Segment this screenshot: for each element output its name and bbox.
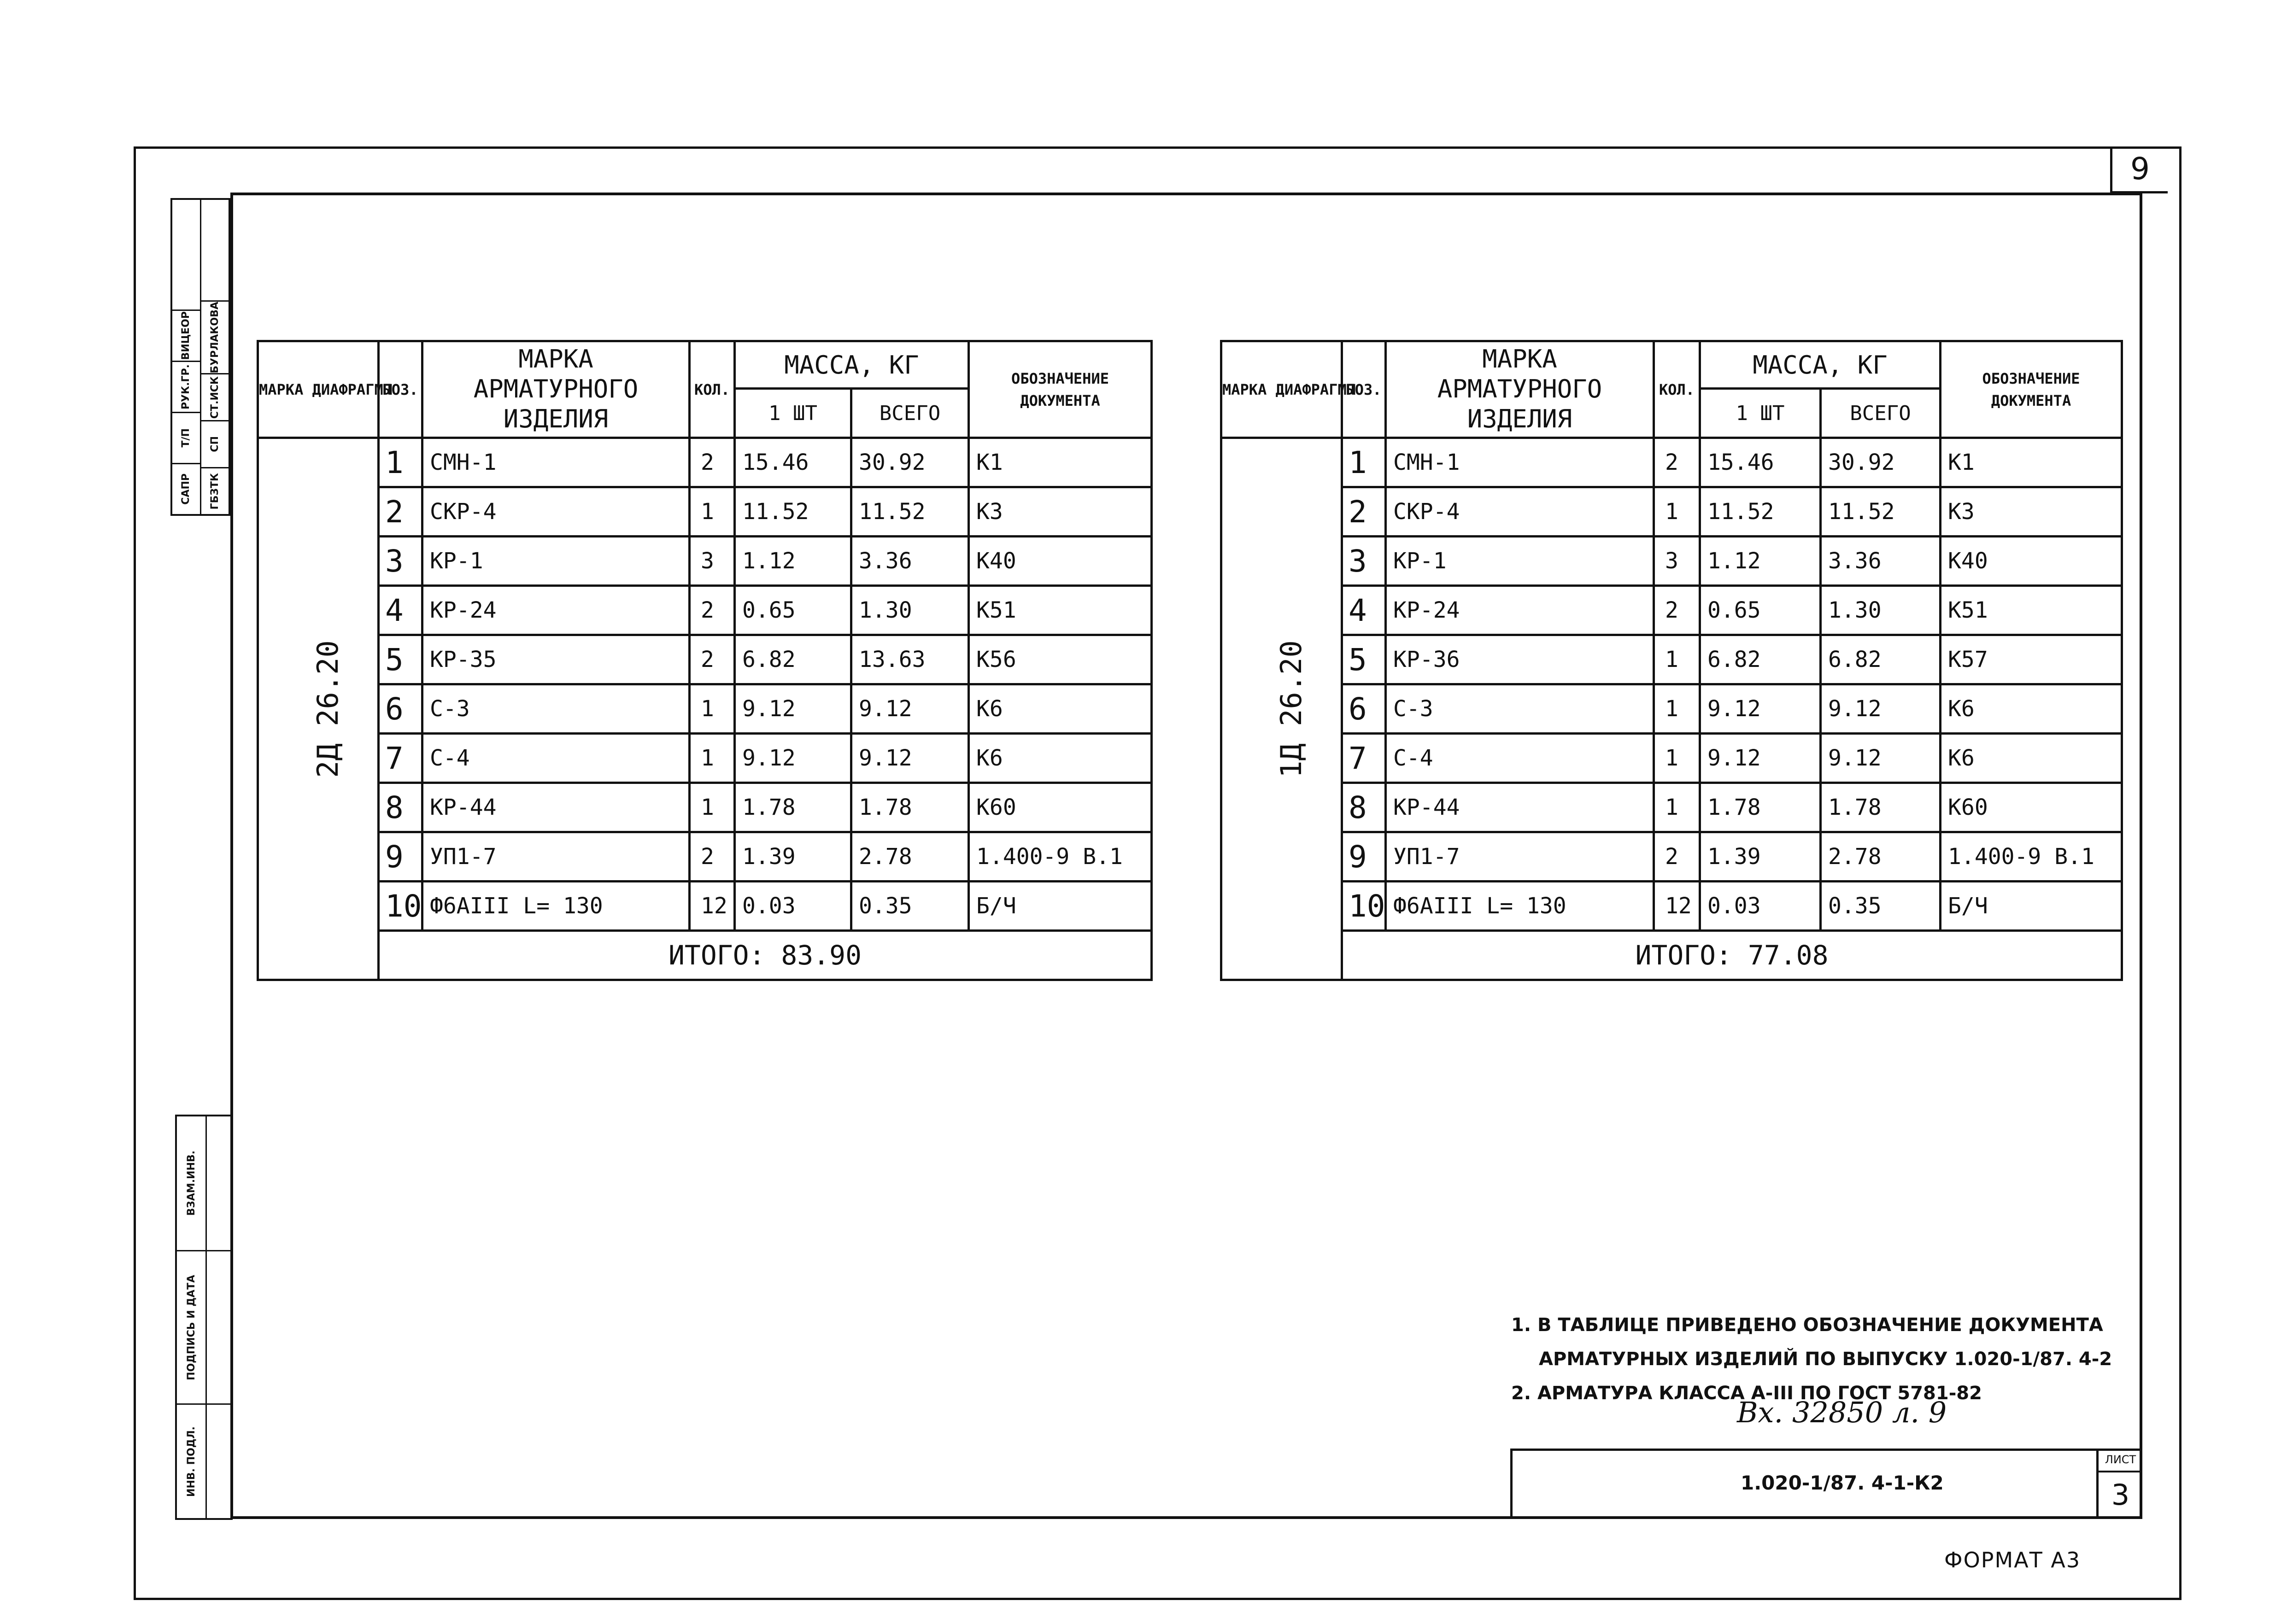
total-cell: ИТОГО: 77.08	[1342, 931, 2122, 980]
mass-total-cell: 9.12	[851, 684, 969, 734]
mass-total-cell: 9.12	[851, 734, 969, 783]
mass-total-cell: 1.78	[1821, 783, 1941, 832]
table-row	[1221, 635, 2122, 684]
table-rows	[1221, 438, 2122, 980]
stamp-label: РУК.ГР.	[180, 364, 192, 409]
marka-diafragmy-cell	[1221, 438, 1342, 980]
sheet-label: ЛИСТ	[2099, 1449, 2142, 1472]
table-row	[258, 537, 1152, 586]
mass-total-cell: 9.12	[1821, 734, 1941, 783]
mass-total-cell: 1.30	[851, 586, 969, 635]
pos-cell: 4	[1342, 586, 1386, 635]
mass-total-cell: 30.92	[1821, 438, 1941, 487]
document-cell: К1	[1941, 438, 2122, 487]
item-cell: КР-24	[1386, 586, 1654, 635]
stamp-label: Т/П	[180, 428, 192, 448]
stamp-value: ГБЗТК	[209, 473, 221, 510]
mass-one-cell: 1.78	[735, 783, 851, 832]
mass-total-cell: 0.35	[1821, 882, 1941, 931]
pos-cell: 2	[379, 487, 422, 537]
table-row	[1221, 684, 2122, 734]
kol-cell: 3	[690, 537, 735, 586]
mass-one-cell: 1.39	[1700, 832, 1821, 882]
note-line: 2. АРМАТУРА КЛАССА А-III ПО ГОСТ 5781-82	[1511, 1383, 1982, 1404]
document-cell: К51	[1941, 586, 2122, 635]
kol-cell: 1	[690, 734, 735, 783]
document-cell: К57	[1941, 635, 2122, 684]
header-one-sht: 1 ШТ	[1700, 389, 1821, 438]
note-line: АРМАТУРНЫХ ИЗДЕЛИЙ ПО ВЫПУСКУ 1.020-1/87. 4-2	[1539, 1349, 2112, 1370]
marka-diafragmy: 1Д 26.20	[1274, 640, 1308, 778]
item-cell: СКР-4	[422, 487, 690, 537]
document-cell: К1	[969, 438, 1152, 487]
kol-cell: 1	[1654, 487, 1700, 537]
kol-cell: 2	[690, 586, 735, 635]
document-cell: К56	[969, 635, 1152, 684]
spec-table-1d	[1220, 340, 2123, 981]
stamp-label-vzam-inv: ВЗАМ.ИНВ.	[185, 1151, 197, 1216]
pos-cell: 9	[1342, 832, 1386, 882]
kol-cell: 3	[1654, 537, 1700, 586]
header-kol: КОЛ.	[1654, 341, 1700, 438]
stamp-label-signature-date: ПОДПИСЬ И ДАТА	[185, 1274, 197, 1380]
mass-one-cell: 9.12	[1700, 734, 1821, 783]
mass-one-cell: 11.52	[1700, 487, 1821, 537]
document-cell: К51	[969, 586, 1152, 635]
header-pos: ПОЗ.	[1342, 341, 1386, 438]
kol-cell: 1	[1654, 783, 1700, 832]
mass-total-cell: 1.78	[851, 783, 969, 832]
document-code: 1.020-1/87. 4-1-К2	[1741, 1472, 1944, 1494]
total-row	[1221, 931, 2122, 980]
header-oboznachenie: ОБОЗНАЧЕНИЕ ДОКУМЕНТА	[969, 341, 1152, 438]
table-row	[258, 487, 1152, 537]
mass-total-cell: 1.30	[1821, 586, 1941, 635]
kol-cell: 12	[690, 882, 735, 931]
note-line: 1. В ТАБЛИЦЕ ПРИВЕДЕНО ОБОЗНАЧЕНИЕ ДОКУМЕНТА	[1511, 1314, 2103, 1336]
table-row	[258, 438, 1152, 487]
document-cell: Б/Ч	[1941, 882, 2122, 931]
item-cell: КР-44	[422, 783, 690, 832]
item-cell: КР-1	[422, 537, 690, 586]
mass-total-cell: 11.52	[851, 487, 969, 537]
sheet-number: 3	[2111, 1478, 2130, 1512]
mass-one-cell: 15.46	[1700, 438, 1821, 487]
table-row	[1221, 438, 2122, 487]
sheet-cell	[2096, 1449, 2142, 1519]
document-cell: К3	[969, 487, 1152, 537]
table-row	[258, 882, 1152, 931]
marka-diafragmy-cell	[258, 438, 379, 980]
pos-cell: 1	[1342, 438, 1386, 487]
kol-cell: 1	[1654, 684, 1700, 734]
kol-cell: 1	[690, 487, 735, 537]
header-massa: МАССА, КГ	[1700, 341, 1941, 389]
table-row	[1221, 586, 2122, 635]
pos-cell: 10	[379, 882, 422, 931]
mass-total-cell: 13.63	[851, 635, 969, 684]
mass-one-cell: 0.65	[735, 586, 851, 635]
mass-one-cell: 9.12	[735, 684, 851, 734]
stamp-value: БУРЛАКОВА	[209, 301, 221, 374]
pos-cell: 2	[1342, 487, 1386, 537]
mass-one-cell: 9.12	[735, 734, 851, 783]
inventory-stamp	[175, 1115, 233, 1520]
mass-one-cell: 1.78	[1700, 783, 1821, 832]
mass-one-cell: 1.39	[735, 832, 851, 882]
item-cell: СМН-1	[1386, 438, 1654, 487]
document-cell: 1.400-9 В.1	[1941, 832, 2122, 882]
handwritten-inventory-note: Вх. 32850 л. 9	[1737, 1396, 1947, 1429]
mass-total-cell: 2.78	[851, 832, 969, 882]
corner-sheet-number: 9	[2110, 146, 2168, 193]
table-row	[1221, 537, 2122, 586]
item-cell: С-3	[422, 684, 690, 734]
approval-stamp-labels	[172, 200, 201, 514]
spec-table-2d	[257, 340, 1153, 981]
mass-total-cell: 11.52	[1821, 487, 1941, 537]
header-massa: МАССА, КГ	[735, 341, 969, 389]
kol-cell: 1	[690, 684, 735, 734]
mass-one-cell: 1.12	[735, 537, 851, 586]
table-row	[1221, 487, 2122, 537]
table-row	[1221, 734, 2122, 783]
pos-cell: 10	[1342, 882, 1386, 931]
header-one-sht: 1 ШТ	[735, 389, 851, 438]
item-cell: УП1-7	[422, 832, 690, 882]
stamp-label-inv-podl: ИНВ. ПОДЛ.	[185, 1426, 197, 1497]
pos-cell: 1	[379, 438, 422, 487]
kol-cell: 2	[1654, 832, 1700, 882]
mass-total-cell: 3.36	[1821, 537, 1941, 586]
drawing-notes	[1511, 1308, 2112, 1410]
header-oboznachenie: ОБОЗНАЧЕНИЕ ДОКУМЕНТА	[1941, 341, 2122, 438]
mass-total-cell: 9.12	[1821, 684, 1941, 734]
pos-cell: 8	[379, 783, 422, 832]
item-cell: КР-1	[1386, 537, 1654, 586]
header-vsego: ВСЕГО	[851, 389, 969, 438]
mass-total-cell: 0.35	[851, 882, 969, 931]
approval-stamp	[170, 198, 230, 516]
pos-cell: 3	[1342, 537, 1386, 586]
item-cell: Ф6AIII L= 130	[1386, 882, 1654, 931]
header-marka-armaturnogo: МАРКА АРМАТУРНОГО ИЗДЕЛИЯ	[422, 341, 690, 438]
document-cell: К6	[969, 684, 1152, 734]
document-cell: 1.400-9 В.1	[969, 832, 1152, 882]
mass-one-cell: 11.52	[735, 487, 851, 537]
pos-cell: 5	[379, 635, 422, 684]
document-cell: К60	[969, 783, 1152, 832]
item-cell: КР-36	[1386, 635, 1654, 684]
mass-one-cell: 1.12	[1700, 537, 1821, 586]
kol-cell: 2	[690, 832, 735, 882]
header-marka-diafragmy: МАРКА ДИАФРАГМЫ	[258, 341, 379, 438]
kol-cell: 2	[1654, 586, 1700, 635]
total-cell: ИТОГО: 83.90	[379, 931, 1152, 980]
mass-total-cell: 3.36	[851, 537, 969, 586]
mass-total-cell: 30.92	[851, 438, 969, 487]
mass-total-cell: 2.78	[1821, 832, 1941, 882]
stamp-label: ВИЦЕОР	[180, 311, 192, 360]
item-cell: С-4	[1386, 734, 1654, 783]
mass-one-cell: 0.03	[735, 882, 851, 931]
kol-cell: 12	[1654, 882, 1700, 931]
table-row	[1221, 832, 2122, 882]
stamp-label: САПР	[180, 473, 192, 505]
document-cell: К40	[1941, 537, 2122, 586]
kol-cell: 1	[1654, 734, 1700, 783]
pos-cell: 3	[379, 537, 422, 586]
item-cell: СКР-4	[1386, 487, 1654, 537]
pos-cell: 7	[1342, 734, 1386, 783]
document-cell: К40	[969, 537, 1152, 586]
pos-cell: 8	[1342, 783, 1386, 832]
pos-cell: 5	[1342, 635, 1386, 684]
document-cell: К6	[1941, 684, 2122, 734]
header-vsego: ВСЕГО	[1821, 389, 1941, 438]
header-pos: ПОЗ.	[379, 341, 422, 438]
item-cell: С-4	[422, 734, 690, 783]
header-kol: КОЛ.	[690, 341, 735, 438]
mass-one-cell: 15.46	[735, 438, 851, 487]
document-cell: К6	[1941, 734, 2122, 783]
document-cell: К3	[1941, 487, 2122, 537]
document-cell: К60	[1941, 783, 2122, 832]
stamp-value: СТ.ИСК	[209, 376, 221, 419]
kol-cell: 1	[690, 783, 735, 832]
item-cell: С-3	[1386, 684, 1654, 734]
table-row	[258, 734, 1152, 783]
pos-cell: 9	[379, 832, 422, 882]
table-row	[258, 635, 1152, 684]
item-cell: Ф6AIII L= 130	[422, 882, 690, 931]
kol-cell: 2	[690, 438, 735, 487]
item-cell: КР-24	[422, 586, 690, 635]
mass-one-cell: 6.82	[1700, 635, 1821, 684]
kol-cell: 2	[690, 635, 735, 684]
approval-stamp-values	[201, 200, 229, 514]
mass-total-cell: 6.82	[1821, 635, 1941, 684]
item-cell: УП1-7	[1386, 832, 1654, 882]
table-row	[258, 832, 1152, 882]
format-label: ФОРМАТ А3	[1944, 1548, 2081, 1572]
table-row	[258, 684, 1152, 734]
pos-cell: 6	[379, 684, 422, 734]
kol-cell: 2	[1654, 438, 1700, 487]
table-rows	[258, 438, 1152, 980]
marka-diafragmy: 2Д 26.20	[311, 640, 345, 778]
document-cell: К6	[969, 734, 1152, 783]
table-row	[258, 783, 1152, 832]
table-row	[258, 586, 1152, 635]
kol-cell: 1	[1654, 635, 1700, 684]
item-cell: СМН-1	[422, 438, 690, 487]
header-marka-diafragmy: МАРКА ДИАФРАГМЫ	[1221, 341, 1342, 438]
mass-one-cell: 0.65	[1700, 586, 1821, 635]
pos-cell: 4	[379, 586, 422, 635]
table-row	[1221, 882, 2122, 931]
item-cell: КР-35	[422, 635, 690, 684]
mass-one-cell: 9.12	[1700, 684, 1821, 734]
document-cell: Б/Ч	[969, 882, 1152, 931]
pos-cell: 6	[1342, 684, 1386, 734]
pos-cell: 7	[379, 734, 422, 783]
header-marka-armaturnogo: МАРКА АРМАТУРНОГО ИЗДЕЛИЯ	[1386, 341, 1654, 438]
stamp-value: СП	[209, 436, 221, 452]
item-cell: КР-44	[1386, 783, 1654, 832]
table-row	[1221, 783, 2122, 832]
mass-one-cell: 0.03	[1700, 882, 1821, 931]
total-row	[258, 931, 1152, 980]
mass-one-cell: 6.82	[735, 635, 851, 684]
